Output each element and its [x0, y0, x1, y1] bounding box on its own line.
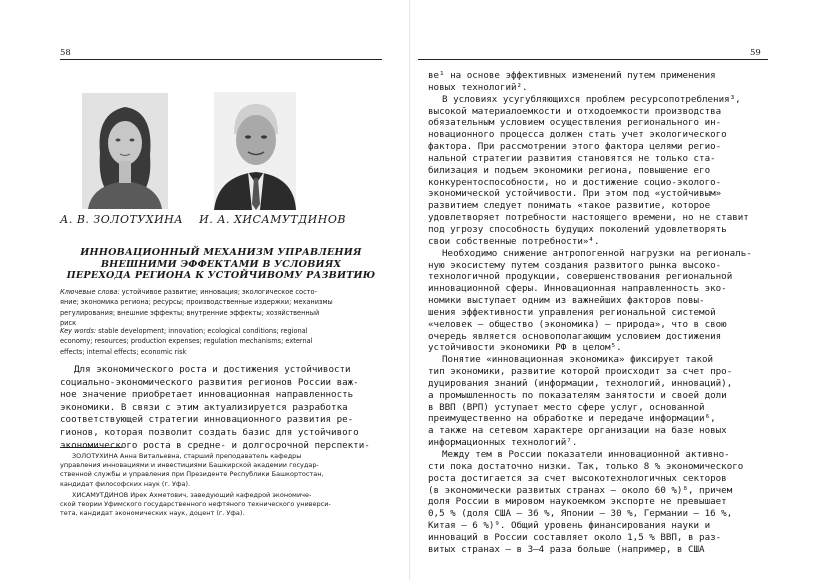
body-line: Китая — 6 %)⁹. Общий уровень финансирования науки и: [428, 520, 711, 532]
body-line: информационных технологий⁷.: [428, 437, 578, 449]
footnote-line: ЗОЛОТУХИНА Анна Витальевна, старший преподаватель кафедры: [72, 452, 302, 460]
author-names: [60, 213, 382, 226]
author-name-2: И. А. ХИСАМУТДИНОВ: [199, 213, 346, 226]
footnote-line: кандидат философских наук (г. Уфа).: [60, 479, 191, 488]
body-line: «человек — общество (экономика) — природа», что в свою: [428, 318, 727, 330]
keywords-ru-line: устойчивое развитие; инновация; экологическое состо-: [121, 288, 317, 296]
body-line: экономики. В связи с этим актуализируется разработка: [60, 401, 348, 413]
body-line: инноваций в России составляет около 1,5 % ВВП, в раз-: [428, 531, 722, 543]
body-line: ное значение приобретает инновационная направленность: [60, 389, 354, 401]
body-line: дуцирования знаний (информации, технологий, инноваций),: [428, 377, 733, 389]
footnote-line: ственной службы и управления при Президенте Республики Башкортостан,: [60, 470, 324, 479]
body-line: номики выступает одним из важнейших факторов повы-: [428, 295, 705, 307]
body-line: (в экономически развитых странах — около 60 %)⁸, причем: [428, 484, 733, 496]
footnote-line: тета, кандидат экономических наук, доцент (г. Уфа).: [60, 509, 245, 518]
body-line: ную экосистему путем создания развитого рынка высоко-: [428, 259, 722, 271]
body-line: новационного процесса должен стать учет экологического: [428, 129, 727, 141]
body-line: Между тем в России показатели инновационной активно-: [442, 449, 730, 460]
body-line: витых странах — в 3—4 раза больше (например, в США: [428, 543, 705, 555]
article-title: [60, 247, 382, 282]
header-rule-left: [60, 59, 382, 60]
body-line: соответствующей стратегии инновационного развития ре-: [60, 414, 354, 426]
title-line: ИННОВАЦИОННЫЙ МЕХАНИЗМ УПРАВЛЕНИЯ: [80, 247, 362, 258]
body-line: технологичной продукции, совершенствования региональной: [428, 271, 733, 283]
keywords-ru-line: регулирования; внешние эффекты; внутренние эффекты; хозяйственный: [60, 308, 320, 317]
body-line: свои собственные потребности»⁴.: [428, 235, 600, 247]
footnote-line: ХИСАМУТДИНОВ Ирек Ахметович, заведующий кафедрой экономиче-: [72, 490, 312, 499]
left-body-text: [60, 364, 382, 452]
footnote-line: управления инновациями и инвестициями Башкирской академии государ-: [60, 461, 319, 470]
body-line: В условиях усугубляющихся проблем ресурсопотребления³,: [442, 93, 741, 105]
body-line: Необходимо снижение антропогенной нагрузки на региональ-: [442, 247, 752, 259]
header-rule-right: [418, 59, 768, 60]
body-line: а также на сетевом характере организации на базе новых: [428, 425, 727, 437]
body-line: обязательным условием осуществления регионального ин-: [428, 117, 722, 129]
author-footnotes: [60, 452, 382, 518]
body-line: а промышленность по показателям занятости и своей доли: [428, 389, 727, 401]
body-line: нальной стратегии развития становятся не только ста-: [428, 152, 716, 164]
body-line: очередь является основополагающим условием достижения: [428, 330, 722, 342]
keywords-english: [60, 326, 382, 357]
right-body-text: [428, 70, 768, 556]
body-line: устойчивости экономики РФ в целом⁵.: [428, 342, 622, 354]
footnote-rule: [60, 447, 122, 448]
keywords-russian: [60, 287, 382, 329]
body-line: ве¹ на основе эффективных изменений путем применения: [428, 70, 716, 81]
page-number-left: 58: [60, 48, 71, 58]
body-line: социально-экономического развития регионов России важ-: [60, 376, 359, 388]
body-line: преимущественно на обработке и передаче информации⁶,: [428, 413, 716, 425]
body-line: новых технологий².: [428, 81, 528, 93]
body-line: сти пока достаточно низки. Так, только 8 % экономического: [428, 460, 744, 472]
body-line: высокой материалоемкости и отходоемкости производства: [428, 105, 722, 117]
body-line: гионов, которая позволит создать базис для устойчивого: [60, 426, 359, 438]
right-page: [410, 0, 820, 580]
title-line: ПЕРЕХОДА РЕГИОНА К УСТОЙЧИВОМУ РАЗВИТИЮ: [66, 270, 376, 281]
body-line: шения эффективности управления региональной системой: [428, 306, 716, 318]
keywords-en-line: stable development; innovation; ecological conditions; regional: [98, 327, 308, 335]
author-photo-zolotukhina: [82, 93, 168, 209]
author-photo-khisamutdinov: [214, 92, 296, 210]
body-line: удовлетворяет потребности настоящего времени, но не ставит: [428, 212, 749, 224]
body-line: конкурентоспособности, но и достижение социо-эколого-: [428, 176, 722, 188]
body-line: в ВВП (ВРП) уступает место сфере услуг, основанной: [428, 401, 705, 413]
portrait-woman-graphic: [82, 93, 168, 209]
keywords-ru-line: яние; экономика региона; ресурсы; производственные издержки; механизмы: [60, 298, 333, 307]
page-number-right: 59: [750, 48, 761, 58]
keywords-ru-label: Ключевые слова:: [60, 288, 120, 296]
body-line: развитием следует понимать «такое развитие, которое: [428, 200, 711, 212]
body-line: роста достигается за счет высокотехнологичных секторов: [428, 472, 727, 484]
body-line: 0,5 % (доля США — 36 %, Японии — 30 %, Германии — 16 %,: [428, 508, 733, 520]
body-line: экономической устойчивости. При этом под «устойчивым»: [428, 188, 722, 200]
author-name-1: А. В. ЗОЛОТУХИНА: [60, 213, 184, 226]
body-line: инновационной сферы. Инновационная направленность эко-: [428, 283, 727, 295]
body-line: Для экономического роста и достижения устойчивости: [74, 364, 351, 375]
body-line: доля России в мировом наукоемком экспорте не превышает: [428, 496, 727, 508]
body-line: Понятие «инновационная экономика» фиксирует такой: [442, 354, 714, 366]
keywords-en-line: economy; resources; production expenses; regulation mechanisms; external: [60, 337, 313, 346]
keywords-ru-line: риск: [60, 319, 77, 328]
keywords-en-line: effects; internal effects; economic risk: [60, 347, 187, 356]
footnote-line: ской теории Уфимского государственного нефтяного технического универси-: [60, 500, 331, 509]
body-line: экономического роста в средне- и долгосрочной перспекти-: [60, 439, 370, 451]
keywords-en-label: Key words:: [60, 327, 97, 335]
body-line: под угрозу способность будущих поколений удовлетворять: [428, 223, 727, 235]
title-line: ВНЕШНИМИ ЭФФЕКТАМИ В УСЛОВИЯХ: [100, 258, 342, 270]
body-line: тип экономики, развитие которой происходит за счет про-: [428, 366, 733, 378]
body-line: билизация и подъем экономики региона, повышение его: [428, 164, 711, 176]
body-line: фактора. При рассмотрении этого фактора целями регио-: [428, 141, 722, 153]
portrait-man-graphic: [214, 92, 296, 210]
